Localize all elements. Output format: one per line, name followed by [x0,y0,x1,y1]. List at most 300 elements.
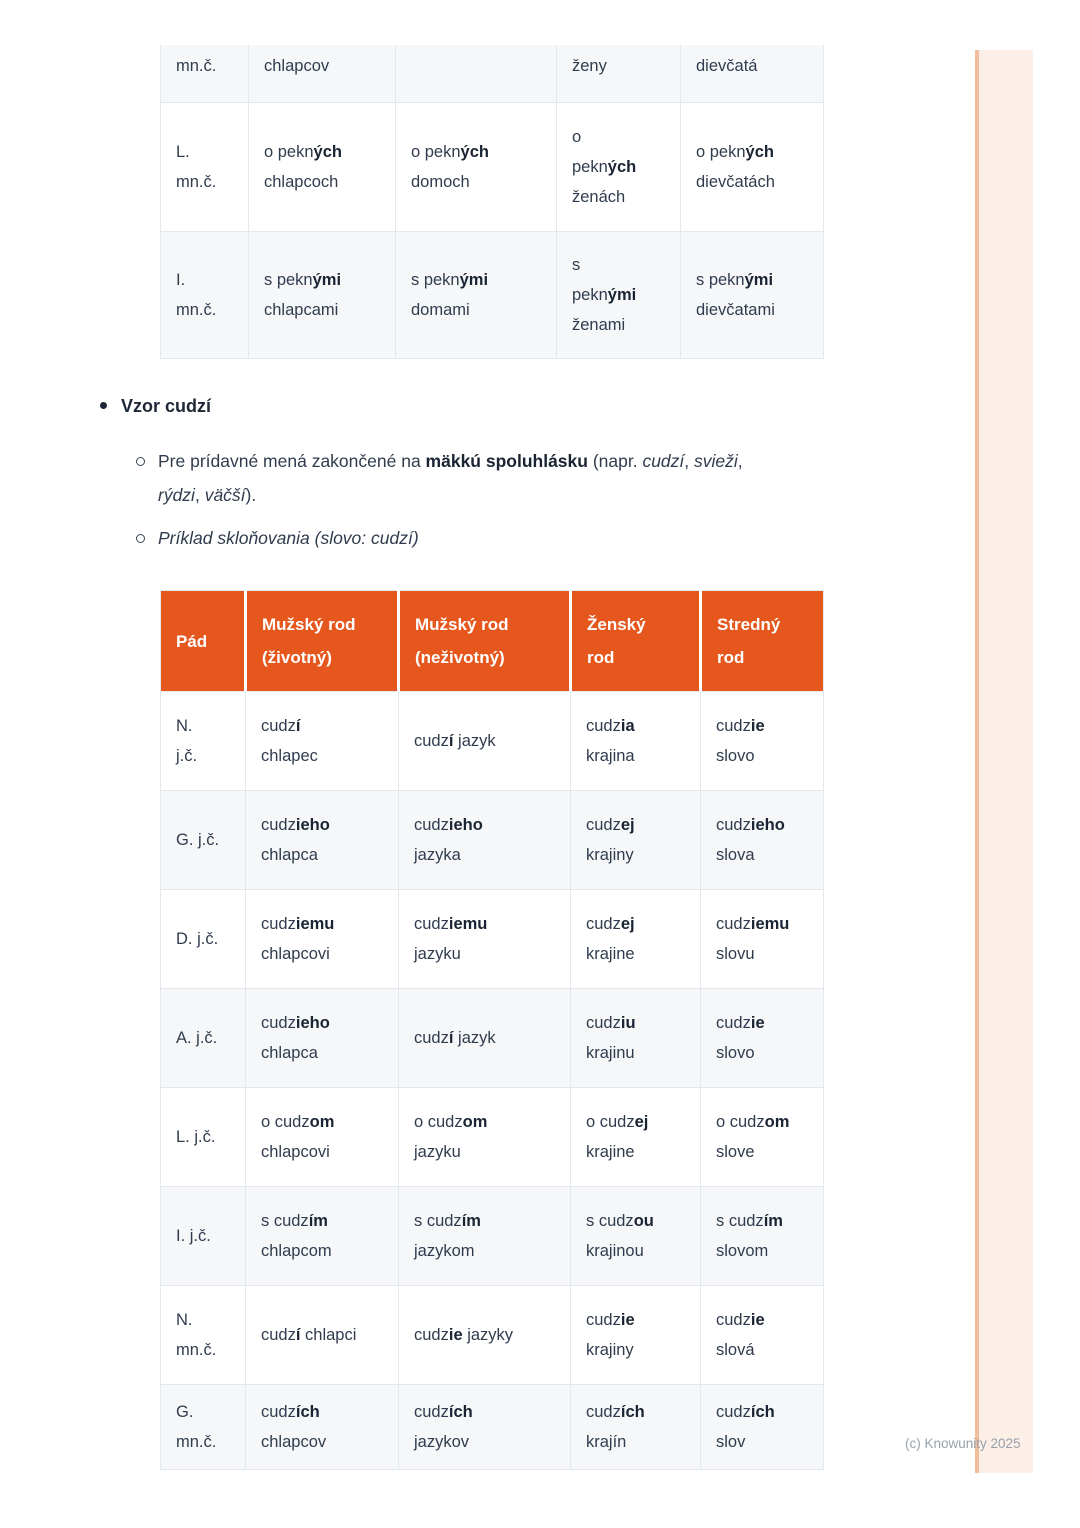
text-line [261,1038,383,1068]
text-segment: chlapcom [261,1242,332,1260]
table-cell [399,1187,571,1286]
text-segment: o [572,128,582,146]
circle-bullet-icon [136,457,145,466]
text-segment: í [295,1326,301,1344]
text-line [414,1107,555,1137]
text-segment: slove [716,1143,755,1161]
text-segment: s cudz [261,1212,309,1230]
table-cell [701,1187,824,1286]
table-cell [571,1187,701,1286]
text-segment: ých [607,158,637,176]
text-segment: rýdzi [158,485,195,505]
table-row [161,1385,824,1470]
text-line [414,909,555,939]
text-segment: s pekn [264,271,313,289]
text-segment: chlapcovi [261,945,330,963]
text-line [158,444,846,478]
text-line [586,1107,685,1137]
text-segment: jazyku [414,1143,461,1161]
text-segment: Príklad skloňovania (slovo: cudzí) [158,528,419,548]
text-segment: cudz [586,915,621,933]
text-segment: , [684,451,695,471]
text-segment: chlapcami [264,301,339,319]
text-segment: o cudz [414,1113,463,1131]
text-segment: slovo [716,1044,755,1062]
text-segment: cudz [261,1403,296,1421]
table-row [161,1286,824,1385]
text-segment: ích [448,1403,473,1421]
text-segment: cudz [586,717,621,735]
table-cell [246,791,399,890]
text-line: mn.č. [176,1341,217,1359]
text-line [414,810,555,840]
text-line [716,1427,808,1457]
text-segment: o pekn [411,143,461,161]
text-line [716,1236,808,1266]
text-line [572,280,665,310]
text-line: G. [176,1403,194,1421]
text-line [414,939,555,969]
text-line [586,1427,685,1457]
text-line [158,521,846,555]
table-row [161,45,824,103]
table-cell [571,692,701,791]
text-line: Mužský rod [262,615,356,634]
table-header-cell [399,591,571,692]
text-segment: krajiny [586,846,634,864]
table-pekny [160,45,824,359]
text-segment: ieho [448,816,483,834]
table-cell [701,890,824,989]
text-segment: cudz [261,1014,296,1032]
table-row [161,989,824,1088]
text-line [716,1397,808,1427]
text-segment: ých [460,143,489,161]
text-line [158,478,846,512]
text-line [414,1023,555,1053]
text-line [716,1137,808,1167]
table-cell [396,103,557,232]
text-line [572,250,665,280]
text-segment: cudz [716,915,751,933]
text-line: j.č. [176,747,198,765]
text-segment: chlapcoch [264,173,339,191]
text-line [716,1335,808,1365]
text-line [586,741,685,771]
text-segment: slov [716,1433,746,1451]
text-segment: ou [633,1212,654,1230]
text-segment: cudz [716,1311,751,1329]
table-row [161,692,824,791]
text-segment: chlapcovi [261,1143,330,1161]
text-segment: jazyk [453,732,496,750]
list-item-text [158,444,846,512]
text-line [572,51,665,81]
text-segment: jazyky [462,1326,514,1344]
table-cell [249,103,396,232]
text-segment: ích [295,1403,320,1421]
text-segment: Pre prídavné mená zakončené na [158,451,426,471]
text-segment: cudz [261,1326,296,1344]
text-line: D. j.č. [176,930,219,948]
table-cell [557,45,681,103]
text-segment: cudz [586,1403,621,1421]
text-segment: svieži [694,451,738,471]
text-line [414,840,555,870]
text-line [696,137,808,167]
table-cell [246,692,399,791]
text-line [261,810,383,840]
text-line: mn.č. [176,1433,217,1451]
text-line [716,810,808,840]
text-line [411,295,541,325]
text-line [261,1137,383,1167]
text-segment: cudz [414,1326,449,1344]
text-segment: cudz [586,1311,621,1329]
table-cell [571,1385,701,1470]
text-line [572,310,665,340]
text-segment: ými [312,271,342,289]
text-line [716,1206,808,1236]
text-line [261,1320,383,1350]
case-label-cell [161,989,246,1088]
text-line [261,741,383,771]
table-cell [249,232,396,359]
table-header-cell [571,591,701,692]
text-segment: krajine [586,945,635,963]
table-cell [396,45,557,103]
text-segment: o pekn [696,143,746,161]
text-line [586,909,685,939]
table-cell [249,45,396,103]
text-segment: jazyku [414,945,461,963]
text-segment: jazykom [414,1242,475,1260]
text-line [264,295,380,325]
table-cell [246,1088,399,1187]
text-line [586,810,685,840]
table-header-cell [701,591,824,692]
text-segment: ím [308,1212,328,1230]
text-segment: slovo [716,747,755,765]
table-cudzi [160,590,824,1470]
table-cell [701,692,824,791]
text-line: I. j.č. [176,1227,211,1245]
table-cell [571,890,701,989]
text-segment: jazyka [414,846,461,864]
text-line [716,741,808,771]
text-line [716,1107,808,1137]
text-line [411,167,541,197]
list-item-example [136,521,846,555]
text-segment: ženami [572,316,626,334]
table-cell [399,1088,571,1187]
text-line: (životný) [262,648,332,667]
text-segment: ej [634,1113,649,1131]
text-line [414,1137,555,1167]
case-label-cell [161,692,246,791]
table-header-cell [161,591,246,692]
text-line: I. [176,271,186,289]
text-line [586,1206,685,1236]
text-segment: (napr. [587,451,643,471]
text-segment: iu [620,1014,636,1032]
text-segment: dievčatá [696,57,758,75]
text-segment: cudz [261,717,296,735]
text-segment: mäkkú spoluhlásku [425,451,588,471]
table-cell [701,1385,824,1470]
text-segment: cudz [586,1014,621,1032]
text-segment: ích [620,1403,645,1421]
text-segment: o cudz [716,1113,765,1131]
text-line [572,122,665,152]
text-segment: cudz [414,732,449,750]
bullet-icon [100,402,107,409]
text-segment: ). [245,485,257,505]
table-cell [701,989,824,1088]
text-line: N. [176,1311,193,1329]
text-segment: s [572,256,581,274]
text-segment: krajiny [586,1341,634,1359]
text-segment: ích [750,1403,775,1421]
text-segment: , [737,451,743,471]
table-cell [246,1187,399,1286]
text-line: Ženský [587,615,646,634]
list-item-text [158,521,846,555]
text-segment: slovom [716,1242,769,1260]
text-segment: chlapec [261,747,318,765]
declension-table-cudzi [160,590,824,1470]
text-segment: cudz [716,717,751,735]
text-segment: cudz [414,915,449,933]
text-segment: chlapca [261,1044,318,1062]
case-label-cell [161,1088,246,1187]
text-segment: ými [459,271,489,289]
text-segment: ieho [295,816,330,834]
text-segment: cudz [414,1403,449,1421]
text-line [261,1206,383,1236]
text-segment: ej [620,915,635,933]
text-line [696,51,808,81]
table-row [161,103,824,232]
text-segment: jazyk [453,1029,496,1047]
text-line [586,1335,685,1365]
text-segment: dievčatách [696,173,775,191]
list-item-definition [136,444,846,512]
table-cell [246,1385,399,1470]
case-label-cell [161,45,249,103]
text-line [716,711,808,741]
text-segment: , [194,485,205,505]
text-line [586,1236,685,1266]
text-segment: iemu [750,915,790,933]
text-line [264,51,380,81]
table-cell [396,232,557,359]
table-cell [681,103,824,232]
table-cell [571,1088,701,1187]
table-cell [701,791,824,890]
text-segment: cudz [586,816,621,834]
text-line: Pád [176,631,208,651]
case-label-cell [161,890,246,989]
text-segment: s cudz [716,1212,764,1230]
text-line: rod [587,648,615,667]
text-line [261,1107,383,1137]
case-label-cell [161,1187,246,1286]
text-line: Stredný [717,615,781,634]
text-line: A. j.č. [176,1029,218,1047]
case-label-cell [161,791,246,890]
text-line [696,167,808,197]
text-segment: om [462,1113,488,1131]
text-segment: ých [745,143,774,161]
text-line [414,1427,555,1457]
text-segment: ej [620,816,635,834]
table-header-cell [246,591,399,692]
text-line [572,152,665,182]
text-line [696,295,808,325]
text-segment: väčší [204,485,246,505]
page-edge-decoration [975,50,1033,1473]
table-row [161,1187,824,1286]
text-segment: chlapci [300,1326,357,1344]
text-segment: domami [411,301,470,319]
text-segment: í [295,717,301,735]
text-segment: domoch [411,173,470,191]
text-line [261,939,383,969]
text-segment: dievčatami [696,301,775,319]
text-segment: cudz [414,1029,449,1047]
table-cell [571,1286,701,1385]
table-cell [681,45,824,103]
text-line [411,137,541,167]
text-line [414,1236,555,1266]
text-segment: ženy [572,57,607,75]
text-line: mn.č. [176,57,217,75]
table-cell [701,1286,824,1385]
text-line: mn.č. [176,301,217,319]
text-segment: cudz [716,816,751,834]
text-segment: pekn [572,286,608,304]
table-cell [399,791,571,890]
text-segment: om [764,1113,790,1131]
watermark: (c) Knowunity 2025 [905,1436,1021,1451]
text-segment: krajinu [586,1044,635,1062]
text-line [716,939,808,969]
table-cell [399,692,571,791]
list-item-title: Vzor cudzí [121,396,212,416]
text-line [586,711,685,741]
declension-table-pekny [160,45,824,359]
table-cell [246,1286,399,1385]
text-segment: slová [716,1341,755,1359]
text-line [696,265,808,295]
text-segment: ými [607,286,637,304]
table-cell [701,1088,824,1187]
table-cell [399,1385,571,1470]
text-segment: krajín [586,1433,627,1451]
table-cell [399,989,571,1088]
table-cell [557,232,681,359]
text-segment: ím [763,1212,783,1230]
text-segment: ím [461,1212,481,1230]
text-line [411,265,541,295]
table-cell [246,890,399,989]
text-line [414,1397,555,1427]
text-segment: ženách [572,188,626,206]
text-segment: krajinou [586,1242,644,1260]
text-segment: cudzí [642,451,685,471]
text-segment: ie [448,1326,463,1344]
text-segment: ie [750,1014,765,1032]
text-line [716,840,808,870]
case-label-cell [161,232,249,359]
text-line: mn.č. [176,173,217,191]
text-line [586,1305,685,1335]
text-segment: krajine [586,1143,635,1161]
text-segment: pekn [572,158,608,176]
text-segment: í [448,1029,454,1047]
text-segment: í [448,732,454,750]
text-line [414,1206,555,1236]
table-cell [571,791,701,890]
text-segment: s cudz [586,1212,634,1230]
table-row [161,890,824,989]
table-header-row [161,591,824,692]
text-line [264,167,380,197]
text-line [261,909,383,939]
text-segment: ých [313,143,342,161]
text-line: G. j.č. [176,831,220,849]
table-row [161,1088,824,1187]
text-line [586,939,685,969]
text-line: Mužský rod [415,615,509,634]
text-segment: cudz [716,1403,751,1421]
text-line [414,1320,555,1350]
text-line: L. [176,143,190,161]
text-segment: ie [750,1311,765,1329]
text-segment: iemu [448,915,488,933]
text-segment: ia [620,717,635,735]
table-cell [681,232,824,359]
text-segment: s pekn [696,271,745,289]
text-line: N. [176,717,193,735]
text-segment: ieho [750,816,785,834]
text-line: L. j.č. [176,1128,216,1146]
list-item-vzor-cudzi [100,396,211,417]
text-line [264,137,380,167]
text-segment: cudz [716,1014,751,1032]
text-segment: ie [750,717,765,735]
case-label-cell [161,1385,246,1470]
text-segment: ieho [295,1014,330,1032]
text-segment: s pekn [411,271,460,289]
text-segment: s cudz [414,1212,462,1230]
text-segment: chlapcov [264,57,330,75]
text-segment: cudz [414,816,449,834]
text-line [572,182,665,212]
text-line [261,1427,383,1457]
text-segment: o cudz [261,1113,310,1131]
text-line [716,1038,808,1068]
text-line [414,726,555,756]
text-line [586,1008,685,1038]
text-segment: cudz [261,915,296,933]
text-segment: jazykov [414,1433,470,1451]
text-line [261,1236,383,1266]
text-line [261,711,383,741]
text-line [716,909,808,939]
text-line [586,1038,685,1068]
